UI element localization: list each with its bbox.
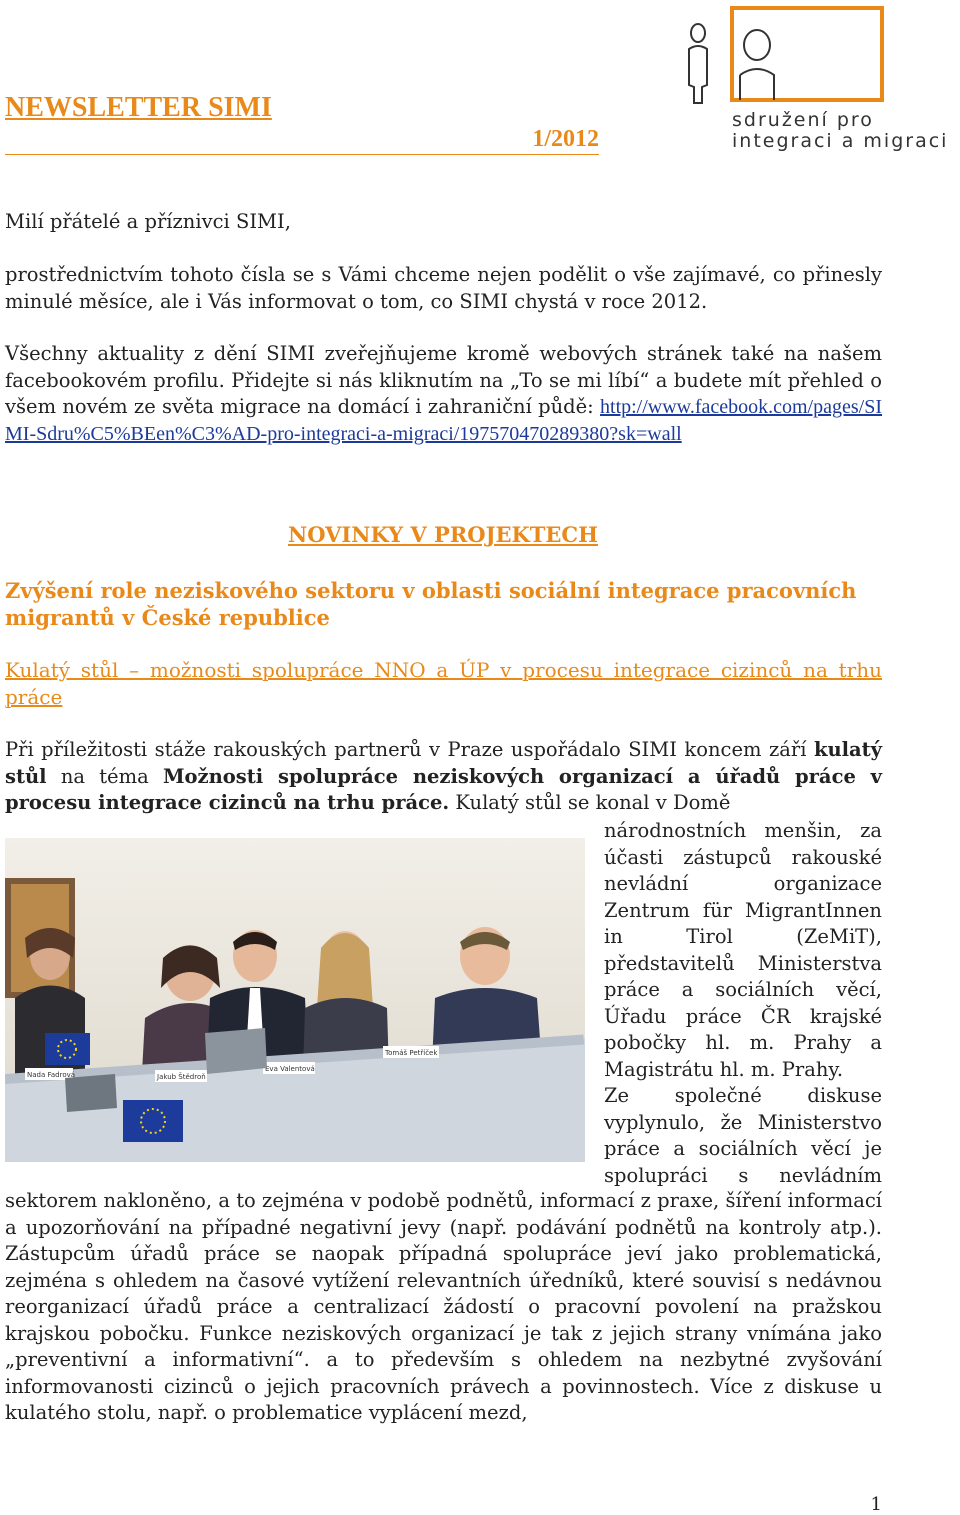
issue-number: 1/2012: [5, 126, 599, 155]
section-title: NOVINKY V PROJEKTECH: [288, 522, 598, 547]
side-line: vyplynulo, že Ministerstvo: [604, 1110, 882, 1134]
side-line: spolupráci s nevládním: [604, 1163, 882, 1187]
eu-flag-icon: [45, 1033, 90, 1065]
laptop-icon: [205, 1028, 267, 1074]
round-table-subtitle: Kulatý stůl – možnosti spolupráce NNO a ÚP v procesu integrace cizinců na trhu práce: [5, 658, 882, 709]
side-line: účasti zástupců rakouské: [604, 845, 882, 869]
logo-line2: integraci a migraci: [732, 130, 949, 152]
article-side-text: [604, 818, 882, 1189]
round-table-photo: [5, 838, 585, 1162]
article-body: sektorem nakloněno, a to zejména v podobě podnětů, informací z praxe, šíření informací a upozorňování na případné negativní jevy (např. podávání podnětů na kontroly atp.). Zástupcům úřadů práce se naopak případná spolupráce jeví jako problematická, zejména s ohledem na časové vytížení relevantních úředníků, které souvisí s nedávnou reorganizací úřadů práce a centralizací žádostí o pracovní povolení na pražskou krajskou pobočku. Funkce neziskových organizací je tak z jejich strany vnímána jako „preventivní a informativní“. a to především s ohledem na nezbytné zvyšování informovanosti cizinců o jejich pracovních právech a povinnostech. Více z diskuse u kulatého stolu, např. o problematice vyplácení mezd,: [5, 1189, 882, 1424]
name-card: Eva Valentová: [265, 1065, 315, 1073]
logo-square: [732, 8, 882, 100]
laptop-icon: [65, 1074, 117, 1112]
side-line: nevládní organizace: [604, 872, 882, 895]
logo-line1: sdružení pro: [732, 109, 874, 131]
article-text: na téma: [60, 764, 149, 788]
article-text: Kulatý stůl se konal v Domě: [455, 791, 731, 814]
side-line: Zentrum für MigrantInnen: [604, 898, 882, 922]
name-card: Nada Fadrová: [27, 1071, 76, 1079]
side-line: pobočky hl. m. Prahy a: [604, 1031, 882, 1054]
intro-paragraph-1: prostřednictvím tohoto čísla se s Vámi chceme nejen podělit o vše zajímavé, co přinesly minulé měsíce, ale i Vás informovat o tom, co SIMI chystá v roce 2012.: [5, 263, 882, 313]
side-line: představitelů Ministerstva: [604, 951, 882, 975]
facebook-link[interactable]: http://www.facebook.com/pages/SIMI-Sdru%C5%BEen%C3%AD-pro-integraci-a-migraci/197570470289380?sk=wall: [5, 396, 882, 445]
simi-logo: [684, 5, 956, 155]
side-line: Ze společné diskuse: [604, 1084, 882, 1107]
article-text: Při příležitosti stáže rakouských partnerů v Praze uspořádalo SIMI koncem září: [5, 738, 807, 761]
person-icon: [689, 24, 707, 103]
facebook-text: Všechny aktuality z dění SIMI zveřejňujeme kromě webových stránek také na našem facebookovém profilu. Přidejte si nás kliknutím na „To se mi líbí“ a budete mít přehled o všem novém ze světa migrace na domácí i zahraniční půdě:: [5, 342, 882, 418]
page-number: 1: [870, 1494, 882, 1515]
side-line: in Tirol (ZeMiT),: [604, 925, 882, 948]
article-bold-2: Možnosti spolupráce neziskových organizací a úřadů práce v procesu integrace cizinců na trhu práce.: [5, 764, 882, 814]
project-title: Zvýšení role neziskového sektoru v oblasti sociální integrace pracovních migrantů v České republice: [5, 578, 857, 630]
side-line: Magistrátu hl. m. Prahy.: [604, 1057, 844, 1081]
article-intro: [5, 737, 882, 817]
person-head-icon: [744, 30, 770, 60]
side-line: Úřadu práce ČR krajské: [604, 1004, 882, 1028]
intro-paragraph-2: [5, 341, 882, 447]
greeting: Milí přátelé a příznivci SIMI,: [5, 210, 291, 233]
article-bold-1: kulatý stůl: [5, 738, 883, 788]
side-line: práce a sociálních věcí je: [604, 1137, 882, 1160]
side-line: práce a sociálních věcí,: [604, 978, 882, 1001]
name-card: Tomáš Petříček: [385, 1049, 438, 1057]
eu-flag-icon: [123, 1100, 183, 1142]
side-line: národnostních menšin, za: [604, 819, 882, 842]
newsletter-title: NEWSLETTER SIMI: [5, 92, 272, 123]
name-card: Jakub Štědroň: [157, 1073, 206, 1081]
